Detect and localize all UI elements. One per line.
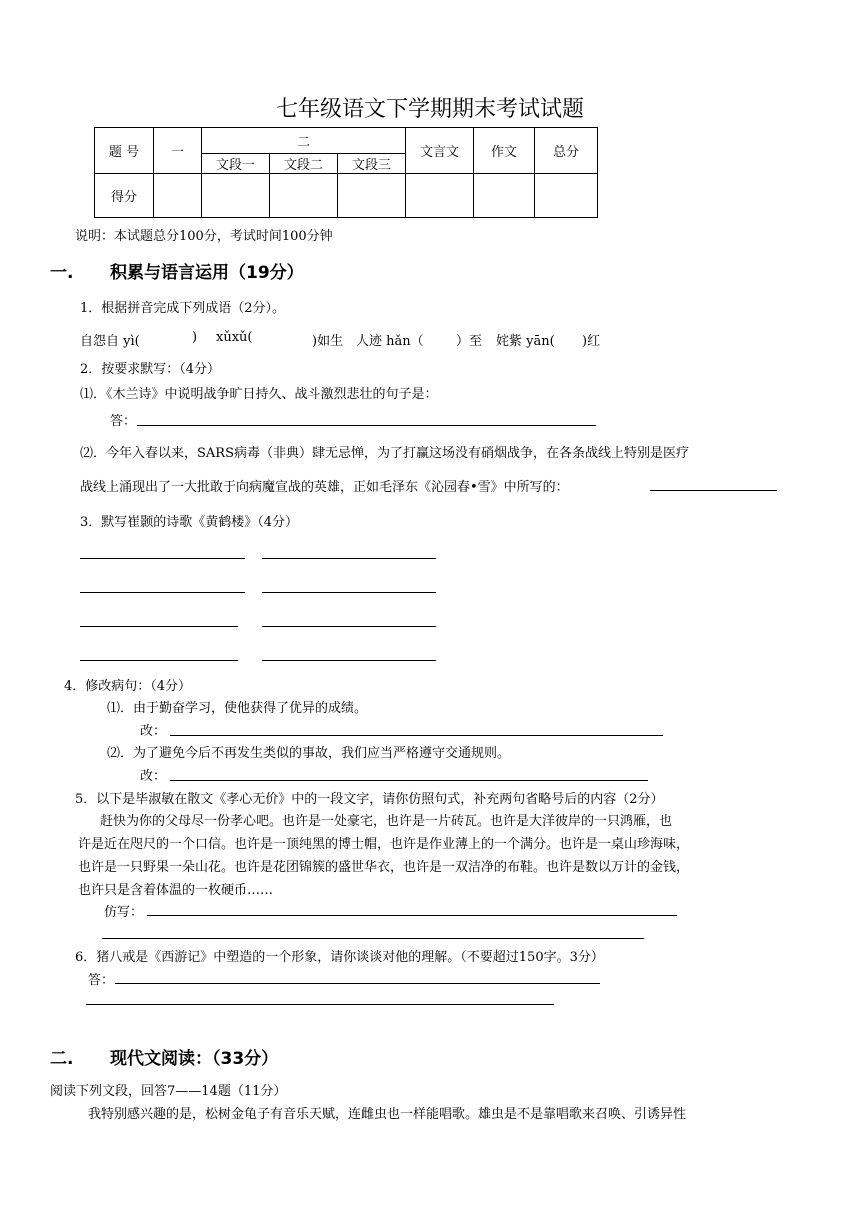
q1-stem: 1．根据拼音完成下列成语（2分）。 bbox=[80, 301, 286, 316]
th-passage-2: 文段二 bbox=[270, 154, 338, 174]
q4-fix-label: 改： bbox=[140, 724, 167, 739]
q5-passage-line: 赶快为你的父母尽一份孝心吧。也许是一处豪宅，也许是一片砖瓦。也许是大洋彼岸的一只鸿雁，也 bbox=[100, 814, 673, 829]
poem-line[interactable] bbox=[80, 660, 238, 661]
q6-answer-label: 答： bbox=[88, 973, 115, 988]
section-2-number: 二. bbox=[50, 1049, 74, 1069]
poem-line[interactable] bbox=[80, 592, 245, 593]
q1-part: 人迹 hǎn（ bbox=[356, 334, 424, 349]
q5-imitate-label: 仿写： bbox=[104, 905, 144, 920]
q1-part: 自怨自 yì( bbox=[80, 334, 140, 349]
q2-sub2-line2: 战线上涌现出了一大批敢于向病魔宣战的英雄，正如毛泽东《沁园春•雪》中所写的： bbox=[80, 480, 569, 495]
q4-stem: 4．修改病句：（4分） bbox=[64, 679, 192, 694]
q1-part: )红 bbox=[582, 334, 601, 349]
q1-part: ）至 bbox=[456, 334, 483, 349]
th-passage-3: 文段三 bbox=[338, 154, 406, 174]
poem-line[interactable] bbox=[262, 558, 436, 559]
poem-line[interactable] bbox=[262, 660, 436, 661]
q5-passage-line: 许是近在咫尺的一个口信。也许是一顶纯黑的博士帽，也许是作业薄上的一个满分。也许是一桌山珍海味， bbox=[78, 837, 690, 852]
q1-part: )如生 bbox=[312, 334, 344, 349]
q6-answer-line[interactable] bbox=[86, 1004, 554, 1005]
q2-sub1: ⑴．《木兰诗》中说明战争旷日持久、战斗激烈悲壮的句子是： bbox=[80, 387, 438, 402]
th-total: 总分 bbox=[535, 128, 598, 174]
q5-answer-line[interactable] bbox=[147, 915, 677, 916]
q4-fix-line[interactable] bbox=[170, 780, 648, 781]
exam-note: 说明：本试题总分100分，考试时间100分钟 bbox=[75, 229, 333, 244]
q5-passage-line: 也许只是含着体温的一枚硬币…… bbox=[78, 883, 274, 898]
th-part-two: 二 bbox=[202, 128, 406, 154]
score-cell[interactable] bbox=[474, 174, 535, 218]
score-cell[interactable] bbox=[535, 174, 598, 218]
poem-line[interactable] bbox=[262, 626, 436, 627]
q5-answer-line[interactable] bbox=[102, 938, 644, 939]
th-passage-1: 文段一 bbox=[202, 154, 270, 174]
th-classical: 文言文 bbox=[406, 128, 474, 174]
th-question-number: 题 号 bbox=[95, 128, 154, 174]
poem-line[interactable] bbox=[80, 626, 238, 627]
section-1-number: 一. bbox=[50, 263, 74, 283]
score-cell[interactable] bbox=[154, 174, 202, 218]
q3-stem: 3．默写崔颢的诗歌《黄鹤楼》（4分） bbox=[80, 515, 299, 530]
score-cell[interactable] bbox=[202, 174, 270, 218]
score-cell[interactable] bbox=[270, 174, 338, 218]
score-table bbox=[94, 127, 598, 218]
score-cell[interactable] bbox=[338, 174, 406, 218]
q6-stem: 6．猪八戒是《西游记》中塑造的一个形象，请你谈谈对他的理解。（不要超过150字。3分） bbox=[75, 950, 604, 965]
poem-line[interactable] bbox=[80, 558, 245, 559]
q2-sub2-line1: ⑵．今年入春以来，SARS病毒（非典）肆无忌惮，为了打赢这场没有硝烟战争，在各条战线上特别是医疗 bbox=[80, 446, 689, 461]
q6-answer-line[interactable] bbox=[115, 983, 600, 984]
q1-part: 姹紫 yān( bbox=[496, 334, 555, 349]
th-essay: 作文 bbox=[474, 128, 535, 174]
q4-fix-line[interactable] bbox=[170, 735, 663, 736]
q2-stem: 2．按要求默写：（4分） bbox=[80, 362, 221, 377]
reading-intro: 阅读下列文段，回答7——14题（11分） bbox=[50, 1084, 287, 1099]
q4-sub1: ⑴．由于勤奋学习，使他获得了优异的成绩。 bbox=[107, 701, 368, 716]
q2-answer-label: 答： bbox=[110, 414, 137, 429]
q5-passage-line: 也许是一只野果一朵山花。也许是花团锦簇的盛世华衣，也许是一双洁净的布鞋。也许是数以万计的金钱， bbox=[78, 860, 690, 875]
section-1-title: 积累与语言运用（19分） bbox=[110, 263, 304, 283]
q4-fix-label: 改： bbox=[140, 769, 167, 784]
score-cell[interactable] bbox=[406, 174, 474, 218]
poem-line[interactable] bbox=[262, 592, 436, 593]
q1-part: ) bbox=[192, 330, 198, 345]
section-2-title: 现代文阅读：（33分） bbox=[110, 1049, 279, 1069]
page-title: 七年级语文下学期期末考试试题 bbox=[275, 97, 584, 122]
reading-passage-line: 我特别感兴趣的是，松树金龟子有音乐天赋，连雌虫也一样能唱歌。雄虫是不是靠唱歌来召唤、引诱异性 bbox=[88, 1107, 687, 1122]
th-part-one: 一 bbox=[154, 128, 202, 174]
q4-sub2: ⑵．为了避免今后不再发生类似的事故，我们应当严格遵守交通规则。 bbox=[107, 746, 511, 761]
row-score-label: 得分 bbox=[95, 174, 154, 218]
q2-answer-line[interactable] bbox=[650, 490, 777, 491]
q5-stem: 5．以下是毕淑敏在散文《孝心无价》中的一段文字，请你仿照句式，补充两句省略号后的内容（2分） bbox=[75, 792, 664, 807]
q1-part: xǔxǔ( bbox=[216, 330, 253, 345]
q2-answer-line[interactable] bbox=[137, 425, 596, 426]
